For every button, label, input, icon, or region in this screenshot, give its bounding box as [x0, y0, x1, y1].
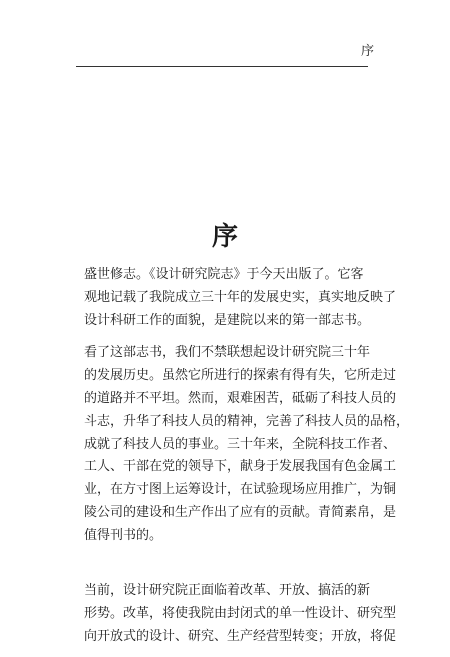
text-line: 工人、干部在党的领导下，献身于发展我国有色金属工 [84, 459, 397, 475]
section-title: 序 [211, 222, 238, 252]
text-line: 形势。改革，将使我院由封闭式的单一性设计、研究型 [84, 606, 397, 622]
text-line: 盛世修志。《设计研究院志》于今天出版了。它客 [84, 267, 364, 282]
header-rule [76, 66, 368, 67]
text-line: 值得刊书的。 [84, 527, 163, 543]
text-line [84, 548, 374, 571]
text-line: 成就了科技人员的事业。三十年来，全院科技工作者、 [84, 436, 397, 452]
text-line: 设计科研工作的面貌，是建院以来的第一部志书。 [84, 312, 371, 328]
text-line: 的发展历史。虽然它所进行的探索有得有失，它所走过 [84, 368, 397, 384]
body-text [84, 264, 410, 649]
text-line: 看了这部志书，我们不禁联想起设计研究院三十年 [84, 345, 371, 361]
text-line: 斗志，升华了科技人员的精神，完善了科技人员的品格， [84, 413, 410, 429]
running-header: 序 [360, 44, 374, 59]
text-line: 的道路并不平坦。然而，艰难困苦，砥砺了科技人员的 [84, 390, 397, 406]
text-line: 观地记载了我院成立三十年的发展史实，真实地反映了 [84, 289, 397, 305]
text-line: 陵公司的建设和生产作出了应有的贡献。青简素帛，是 [84, 504, 397, 520]
text-line: 向开放式的设计、研究、生产经营型转变；开放，将促 [84, 628, 397, 644]
text-line: 当前，设计研究院正面临着改革、开放、搞活的新 [84, 583, 371, 599]
text-line: 业，在方寸图上运筹设计，在试验现场应用推广，为铜 [84, 482, 397, 498]
